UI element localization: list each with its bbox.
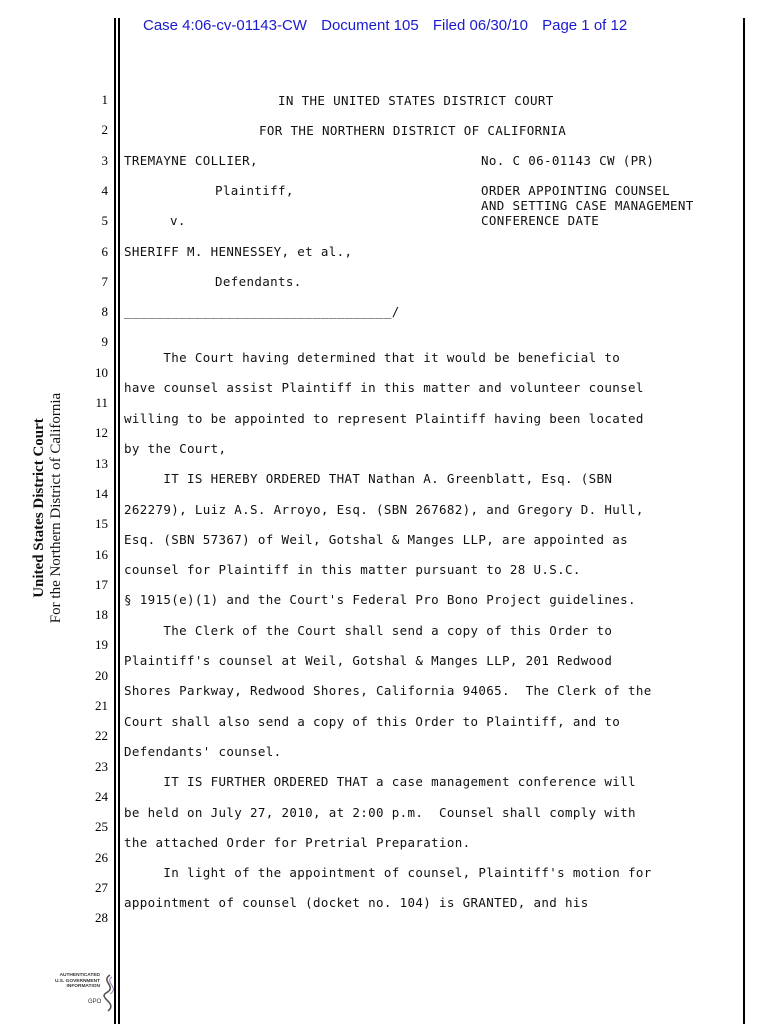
left-margin-rule	[114, 18, 116, 1024]
case-number: Case 4:06-cv-01143-CW	[143, 17, 307, 34]
seal-line-3: INFORMATION	[66, 984, 100, 990]
order-title-line3: CONFERENCE DATE	[481, 213, 600, 228]
left-margin-rule-inner	[118, 18, 120, 1024]
body-line: 262279), Luiz A.S. Arroyo, Esq. (SBN 267682), and Gregory D. Hull,	[124, 501, 644, 517]
line-number: 22	[95, 728, 108, 744]
seal-line-2: U.S. GOVERNMENT	[54, 978, 100, 984]
body-line: The Clerk of the Court shall send a copy of this Order to	[124, 622, 613, 638]
line-number: 19	[95, 637, 108, 653]
caption-separator: __________________________________/	[124, 304, 400, 319]
line-number: 24	[95, 788, 108, 804]
order-title-line2: AND SETTING CASE MANAGEMENT	[481, 198, 694, 213]
order-title-line1: ORDER APPOINTING COUNSEL	[481, 183, 671, 198]
case-number-caption: No. C 06-01143 CW (PR)	[481, 153, 655, 168]
line-number: 17	[95, 576, 108, 592]
defendant-role: Defendants.	[215, 274, 302, 289]
line-number: 1	[101, 92, 108, 107]
line-number: 12	[95, 425, 108, 441]
body-line: appointment of counsel (docket no. 104) is GRANTED, and his	[124, 895, 589, 911]
line-number: 16	[95, 546, 108, 562]
line-number: 8	[101, 304, 108, 320]
line-number: 28	[95, 910, 108, 926]
gpo-authentication-seal	[44, 973, 128, 1013]
document-number: Document 105	[321, 17, 419, 34]
body-line: § 1915(e)(1) and the Court's Federal Pro Bono Project guidelines.	[124, 592, 636, 608]
line-number: 21	[95, 698, 108, 713]
line-number: 26	[95, 849, 108, 865]
line-number: 10	[95, 364, 108, 380]
body-line: The Court having determined that it would be beneficial to	[124, 350, 621, 365]
body-line: Defendants' counsel.	[124, 743, 282, 759]
sidebar-district: For the Northern District of California	[48, 392, 64, 624]
body-line: IT IS FURTHER ORDERED THAT a case management conference will	[124, 774, 636, 790]
court-title-line2: FOR THE NORTHERN DISTRICT OF CALIFORNIA	[259, 123, 567, 138]
line-number: 5	[101, 213, 108, 229]
body-line: Esq. (SBN 57367) of Weil, Gotshal & Manges LLP, are appointed as	[124, 531, 629, 547]
eagle-seal-icon	[98, 973, 122, 1013]
right-margin-rule	[743, 18, 745, 1024]
body-line: the attached Order for Pretrial Preparation.	[124, 834, 471, 850]
plaintiff-role: Plaintiff,	[215, 183, 294, 198]
body-line: In light of the appointment of counsel, Plaintiff's motion for	[124, 865, 652, 881]
body-line: IT IS HEREBY ORDERED THAT Nathan A. Greenblatt, Esq. (SBN	[124, 471, 613, 487]
defendant-name: SHERIFF M. HENNESSEY, et al.,	[124, 244, 353, 259]
body-line: counsel for Plaintiff in this matter pursuant to 28 U.S.C.	[124, 562, 581, 578]
line-number: 23	[95, 758, 108, 774]
page-indicator: Page 1 of 12	[542, 17, 628, 34]
line-number: 14	[95, 485, 108, 501]
line-number: 25	[95, 819, 108, 835]
line-number: 27	[95, 879, 108, 895]
court-title-line1: IN THE UNITED STATES DISTRICT COURT	[278, 93, 554, 108]
line-number: 13	[95, 455, 108, 471]
versus: v.	[170, 213, 186, 228]
line-number: 4	[101, 182, 108, 198]
body-line: be held on July 27, 2010, at 2:00 p.m. Counsel shall comply with	[124, 804, 636, 820]
filed-date: Filed 06/30/10	[432, 17, 528, 34]
body-line: by the Court,	[124, 440, 227, 456]
sidebar-court-name: United States District Court	[31, 418, 47, 598]
body-line: Plaintiff's counsel at Weil, Gotshal & Manges LLP, 201 Redwood	[124, 653, 613, 668]
line-number: 9	[101, 334, 108, 350]
body-line: Court shall also send a copy of this Order to Plaintiff, and to	[124, 713, 621, 729]
filing-header	[143, 17, 637, 34]
line-number: 6	[101, 243, 108, 259]
plaintiff-name: TREMAYNE COLLIER,	[124, 153, 258, 168]
line-number: 3	[101, 152, 108, 168]
seal-gpo: GPO	[88, 999, 102, 1005]
line-number: 11	[95, 395, 108, 410]
line-number: 18	[95, 607, 108, 623]
body-line: have counsel assist Plaintiff in this matter and volunteer counsel	[124, 380, 644, 396]
line-number: 20	[95, 667, 108, 683]
line-number: 7	[101, 273, 108, 289]
line-number: 15	[95, 516, 108, 532]
body-line: Shores Parkway, Redwood Shores, California 94065. The Clerk of the	[124, 683, 652, 699]
seal-line-1: AUTHENTICATED	[59, 973, 100, 978]
line-number: 2	[101, 122, 108, 138]
body-line: willing to be appointed to represent Plaintiff having been located	[124, 410, 644, 426]
